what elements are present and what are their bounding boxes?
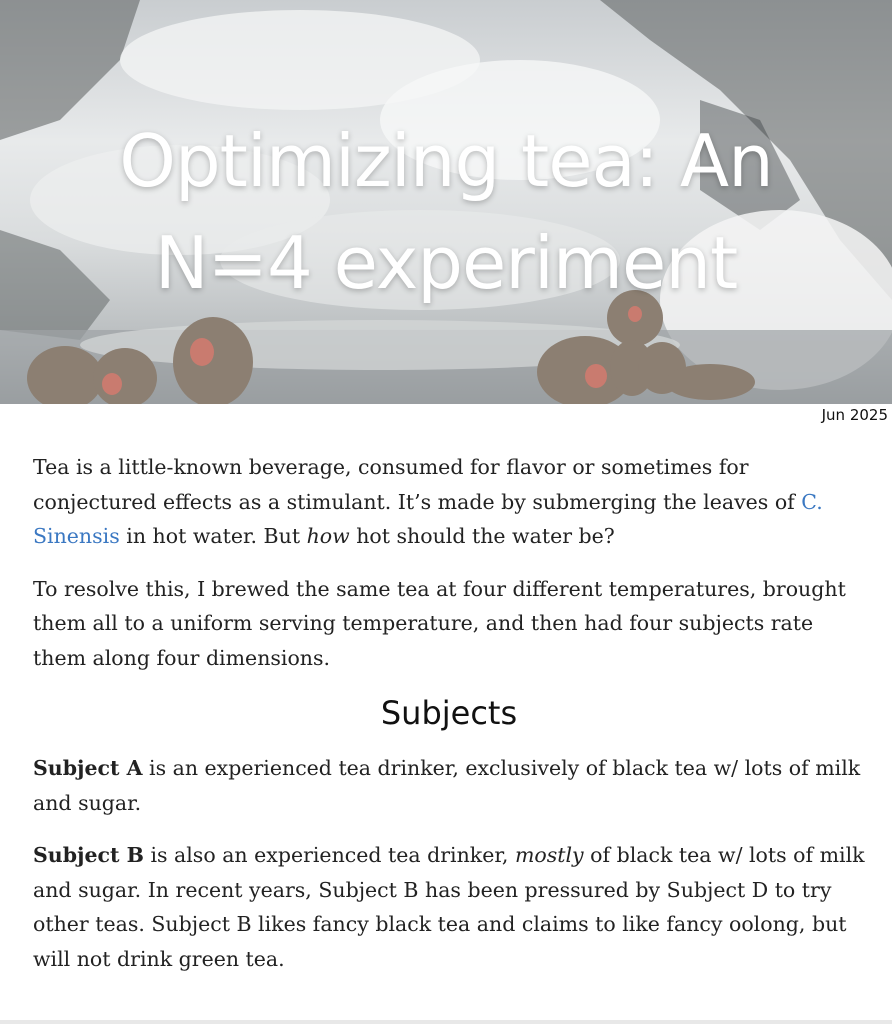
publish-date: Jun 2025 — [821, 406, 888, 424]
subjects-heading: Subjects — [380, 694, 518, 732]
subject-b-label: Subject B — [33, 843, 144, 867]
subject-b-text-1: is also an experienced tea drinker, — [143, 843, 515, 867]
intro-text-2: in hot water. But — [119, 524, 307, 548]
intro-paragraph-1 — [33, 450, 865, 554]
subject-b-paragraph — [33, 838, 865, 976]
title-line-1: Optimizing tea: An — [119, 119, 773, 203]
hero-banner — [0, 0, 892, 404]
article-body — [33, 450, 865, 994]
subject-a-text: is an experienced tea drinker, exclusively of black tea w/ lots of milk and sugar. — [33, 756, 861, 815]
title-line-2: N=4 experiment — [154, 221, 738, 305]
subject-b-emphasis-mostly: mostly — [514, 843, 584, 867]
intro-emphasis-how: how — [306, 524, 350, 548]
subject-a-paragraph — [33, 751, 865, 820]
c-sinensis-link[interactable]: C. Sinensis — [33, 489, 823, 548]
subject-a-label: Subject A — [33, 756, 143, 780]
intro-text-3: hot should the water be? — [349, 524, 615, 548]
page-bottom-divider — [0, 1020, 892, 1024]
intro-text-1: Tea is a little-known beverage, consumed for flavor or sometimes for conjectured effects as a stimulant. It’s made by submerging the leaves of — [33, 455, 802, 514]
intro-paragraph-2: To resolve this, I brewed the same tea at four different temperatures, brought them all to a uniform serving temperature, and then had four subjects rate them along four dimensions. — [33, 576, 846, 670]
page-title — [40, 110, 852, 314]
subject-b-text-2: of black tea w/ lots of milk and sugar. In recent years, Subject B has been pressured by Subject D to try other teas. Subject B likes fancy black tea and claims to like fancy oolong, but will not drink green tea. — [33, 843, 865, 971]
